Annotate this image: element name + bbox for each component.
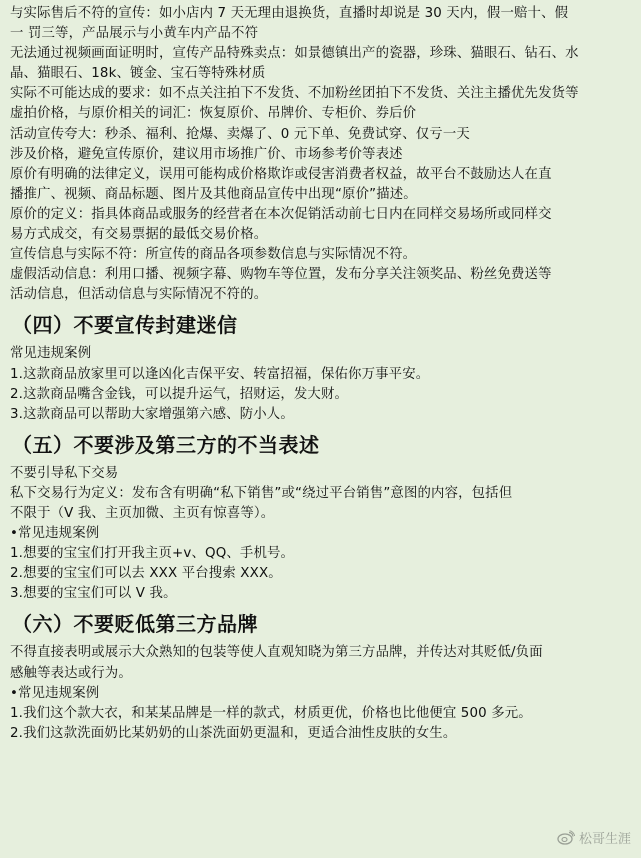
text-line: 不得直接表明或展示大众熟知的包装等使人直观知晓为第三方品牌，并传达对其贬低/负面 bbox=[10, 645, 543, 661]
text-line: 1.我们这个款大衣，和某某品牌是一样的款式，材质更优，价格也比他便宜 500 多元。 bbox=[10, 705, 532, 721]
text-line: 虚拍价格，与原价相关的词汇：恢复原价、吊牌价、专柜价、券后价 bbox=[10, 106, 417, 122]
text-line: 1.想要的宝宝们打开我主页+v、QQ、手机号。 bbox=[10, 546, 295, 562]
text-line: •常见违规案例 bbox=[10, 526, 100, 542]
text-line: 2.这款商品嘴含金钱，可以提升运气，招财运，发大财。 bbox=[10, 386, 349, 402]
section-disparage-brands bbox=[10, 611, 631, 743]
text-line: 宣传信息与实际不符：所宣传的商品各项参数信息与实际情况不符。 bbox=[10, 247, 417, 263]
text-line: 原价有明确的法律定义，误用可能构成价格欺诈或侵害消费者权益，故平台不鼓励达人在直 bbox=[10, 166, 552, 182]
text-line: 与实际售后不符的宣传：如小店内 7 天无理由退换货，直播时却说是 30 天内，假一赔十、假 bbox=[10, 6, 569, 21]
section-feudal-superstition bbox=[10, 312, 631, 424]
watermark bbox=[557, 828, 631, 847]
text-line: 3.这款商品可以帮助大家增强第六感、防小人。 bbox=[10, 406, 294, 422]
section-heading: （六）不要贬低第三方品牌 bbox=[12, 612, 258, 637]
text-line: 1.这款商品放家里可以逢凶化吉保平安、转富招福，保佑你万事平安。 bbox=[10, 366, 430, 382]
text-line: 3.想要的宝宝们可以 V 我。 bbox=[10, 586, 177, 602]
text-line: •常见违规案例 bbox=[10, 685, 100, 701]
text-line: 播推广、视频、商品标题、图片及其他商品宣传中出现“原价”描述。 bbox=[10, 186, 417, 202]
text-line: 私下交易行为定义：发布含有明确“私下销售”或“绕过平台销售”意图的内容，包括但 bbox=[10, 485, 513, 501]
text-line: 活动信息，但活动信息与实际情况不符的。 bbox=[10, 287, 268, 303]
text-line: 不限于（V 我、主页加微、主页有惊喜等）。 bbox=[10, 505, 275, 521]
text-line: 晶、猫眼石、18k、镀金、宝石等特殊材质 bbox=[10, 66, 266, 82]
text-line: 无法通过视频画面证明时，宣传产品特殊卖点：如景德镇出产的瓷器，珍珠、猫眼石、钻石、水 bbox=[10, 46, 579, 62]
text-line: 虚假活动信息：利用口播、视频字幕、购物车等位置，发布分享关注领奖品、粉丝免费送等 bbox=[10, 267, 552, 283]
section-third-party-statements bbox=[10, 432, 631, 605]
section-heading: （四）不要宣传封建迷信 bbox=[12, 313, 238, 338]
text-line: 易方式成交，有交易票据的最低交易价格。 bbox=[10, 227, 268, 243]
text-line: 一 罚三等，产品展示与小黄车内产品不符 bbox=[10, 26, 259, 42]
watermark-text: 松哥生涯 bbox=[578, 832, 631, 847]
text-line: 涉及价格，避免宣传原价，建议用市场推广价、市场参考价等表述 bbox=[10, 146, 403, 162]
text-line: 2.想要的宝宝们可以去 XXX 平台搜索 XXX。 bbox=[10, 566, 282, 582]
text-line: 原价的定义：指具体商品或服务的经营者在本次促销活动前七日内在同样交易场所或同样交 bbox=[10, 206, 552, 222]
text-line: 感触等表达或行为。 bbox=[10, 665, 132, 681]
text-line: 实际不可能达成的要求：如不点关注拍下不发货、不加粉丝团拍下不发货、关注主播优先发货等 bbox=[10, 86, 579, 102]
text-line: 不要引导私下交易 bbox=[10, 465, 119, 481]
text-line: 常见违规案例 bbox=[10, 346, 92, 362]
section-heading: （五）不要涉及第三方的不当表述 bbox=[12, 432, 320, 457]
intro-block bbox=[10, 4, 631, 305]
text-line: 活动宣传夸大：秒杀、福利、抢爆、卖爆了、0 元下单、免费试穿、仅亏一天 bbox=[10, 126, 470, 142]
text-line: 2.我们这款洗面奶比某奶奶的山茶洗面奶更温和，更适合油性皮肤的女生。 bbox=[10, 725, 457, 741]
weibo-icon bbox=[557, 830, 575, 845]
